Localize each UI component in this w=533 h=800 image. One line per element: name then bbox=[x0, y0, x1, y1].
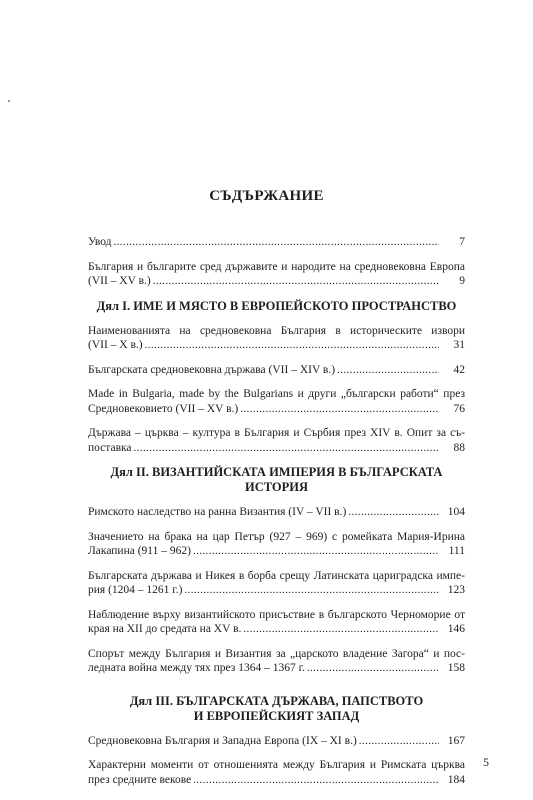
toc-entry-title-line: България и българите сред държавите и народите на средновековна Европа bbox=[88, 260, 465, 273]
toc-entry-page: 111 bbox=[448, 545, 465, 557]
page-number: 5 bbox=[483, 755, 489, 769]
toc-entry-line bbox=[88, 505, 465, 520]
section-heading bbox=[88, 694, 465, 724]
toc-entry-line bbox=[88, 583, 465, 598]
toc-entry-line bbox=[88, 363, 465, 378]
toc-entry[interactable] bbox=[88, 426, 465, 455]
toc-entry-line bbox=[88, 441, 465, 456]
toc-entry-page: 158 bbox=[447, 662, 465, 674]
page-speck bbox=[8, 100, 10, 102]
toc-entry[interactable] bbox=[88, 235, 465, 250]
leader-dots bbox=[153, 274, 439, 289]
toc-entry-page: 76 bbox=[453, 402, 465, 415]
page-title: СЪДЪРЖАНИЕ bbox=[209, 188, 324, 204]
toc-entry[interactable] bbox=[88, 363, 465, 378]
section-heading-line: Дял I. ИМЕ И МЯСТО В ЕВРОПЕЙСКОТО ПРОСТРАНСТВО bbox=[96, 298, 457, 313]
toc-entry[interactable] bbox=[88, 758, 465, 787]
toc-entry[interactable] bbox=[88, 569, 465, 598]
leader-dots bbox=[359, 734, 439, 749]
toc-entry-title-line: Характерни моменти от отношенията между България и Римската църква bbox=[88, 759, 465, 771]
toc-entry-page: 31 bbox=[453, 339, 465, 351]
leader-dots bbox=[193, 773, 439, 788]
leader-dots bbox=[113, 235, 439, 250]
leader-dots bbox=[307, 661, 439, 676]
toc-entry-title-line: Средновековието (VII – XV в.) bbox=[88, 402, 239, 415]
toc-entry[interactable] bbox=[88, 530, 465, 559]
toc-entry-title-line: ледната война между тях през 1364 – 1367 г. bbox=[88, 662, 305, 674]
toc-entry-page: 184 bbox=[447, 773, 465, 786]
toc-entry-line bbox=[88, 402, 465, 417]
section-heading-line: Дял II. ВИЗАНТИЙСКАТА ИМПЕРИЯ В БЪЛГАРСКАТА ИСТОРИЯ bbox=[110, 465, 443, 494]
table-of-contents bbox=[88, 235, 465, 797]
toc-entry[interactable] bbox=[88, 260, 465, 289]
toc-entry-page: 88 bbox=[453, 441, 465, 454]
toc-entry[interactable] bbox=[88, 324, 465, 353]
leader-dots bbox=[337, 363, 439, 378]
toc-entry-title-line: (VII – XV в.) bbox=[88, 275, 151, 287]
toc-entry-page: 104 bbox=[447, 506, 465, 518]
toc-entry-title-line: Значението на брака на цар Петър (927 – 969) с ромейката Мария-Ирина bbox=[88, 530, 465, 543]
leader-dots bbox=[193, 544, 439, 559]
leader-dots bbox=[184, 583, 439, 598]
leader-dots bbox=[240, 402, 439, 417]
toc-entry[interactable] bbox=[88, 505, 465, 520]
toc-entry-line bbox=[88, 622, 465, 637]
toc-entry[interactable] bbox=[88, 647, 465, 676]
leader-dots bbox=[243, 622, 439, 637]
leader-dots bbox=[145, 338, 439, 353]
toc-entry-page: 7 bbox=[459, 236, 465, 248]
section-heading bbox=[88, 299, 465, 314]
toc-entry-title-line: през средните векове bbox=[88, 773, 192, 786]
toc-entry-line bbox=[88, 235, 465, 250]
toc-entry-line bbox=[88, 338, 465, 353]
toc-entry-line bbox=[88, 773, 465, 788]
toc-entry-title-line: Лакапина (911 – 962) bbox=[88, 545, 191, 557]
leader-dots bbox=[348, 505, 439, 520]
toc-entry-title-line: края на XII до средата на XV в. bbox=[88, 623, 242, 635]
toc-entry-page: 146 bbox=[447, 623, 465, 635]
section-heading bbox=[88, 465, 465, 495]
toc-entry-line bbox=[88, 274, 465, 289]
toc-entry[interactable] bbox=[88, 608, 465, 637]
toc-entry-line bbox=[88, 544, 465, 559]
toc-entry-title-line: рия (1204 – 1261 г.) bbox=[88, 584, 183, 596]
toc-entry-title-line: Българската държава и Никея в борба срещу Латинската цариградска импе- bbox=[88, 569, 465, 582]
toc-entry-line bbox=[88, 661, 465, 676]
toc-entry-page: 42 bbox=[453, 363, 465, 376]
leader-dots bbox=[134, 441, 439, 456]
toc-entry-title-line: (VII – X в.) bbox=[88, 339, 143, 351]
toc-entry-page: 9 bbox=[459, 275, 465, 287]
toc-entry-title-line: Made in Bulgaria, made by the Bulgarians и други „български работи“ през bbox=[88, 388, 465, 400]
toc-entry-title: Увод bbox=[88, 236, 112, 248]
section-heading-line: Дял III. БЪЛГАРСКАТА ДЪРЖАВА, ПАПСТВОТО bbox=[129, 693, 424, 708]
toc-entry-title: Средновековна България и Западна Европа (IX – XI в.) bbox=[88, 734, 357, 747]
toc-entry[interactable] bbox=[88, 387, 465, 416]
toc-entry-title-line: поставка bbox=[88, 441, 132, 454]
toc-entry[interactable] bbox=[88, 734, 465, 749]
toc-entry-title: Римското наследство на ранна Византия (IV – VII в.) bbox=[88, 506, 347, 518]
toc-entry-page: 167 bbox=[447, 734, 465, 747]
toc-entry-title-line: Наименованията на средновековна България в историческите извори bbox=[88, 324, 465, 337]
toc-entry-title-line: Спорът между България и Византия за „царското владение Загора“ и пос- bbox=[88, 647, 465, 660]
toc-entry-title-line: Наблюдение върху византийското присъствие в българското Черноморие от bbox=[88, 608, 465, 621]
section-heading-line: И ЕВРОПЕЙСКИЯТ ЗАПАД bbox=[193, 708, 360, 723]
toc-entry-page: 123 bbox=[447, 584, 465, 596]
toc-entry-line bbox=[88, 734, 465, 749]
toc-entry-title: Българската средновековна държава (VII – XIV в.) bbox=[88, 363, 336, 376]
toc-entry-title-line: Държава – църква – култура в България и Сърбия през XIV в. Опит за съ- bbox=[88, 427, 465, 439]
